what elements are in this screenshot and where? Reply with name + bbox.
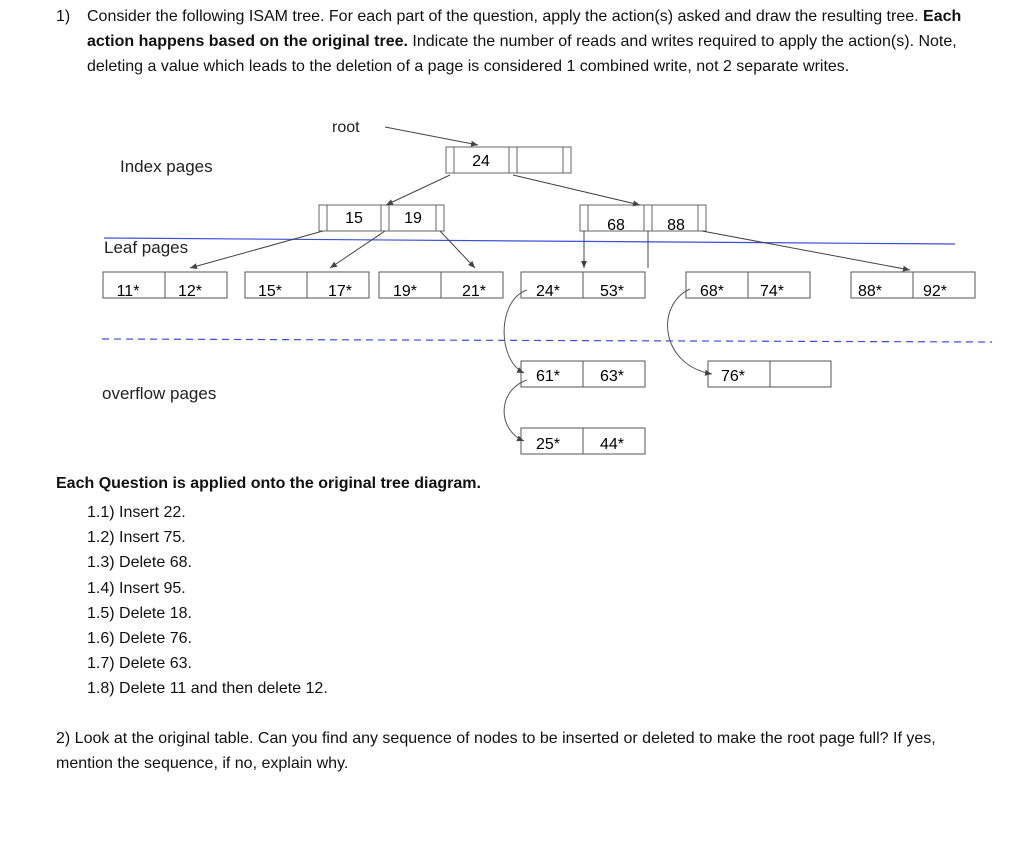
overflow-entry: 61*: [535, 368, 561, 385]
subquestion-item: 1.5) Delete 18.: [87, 604, 192, 622]
subquestion-item: 1.7) Delete 63.: [87, 655, 192, 673]
pointer-arrow: [702, 231, 910, 270]
leaf-page: [245, 272, 369, 300]
pointer-arrow: [190, 231, 323, 268]
overflow-entry: 63*: [599, 368, 625, 385]
leaf-page: [103, 272, 227, 300]
leaf-page: [686, 272, 810, 300]
index-pages-label: Index pages: [120, 157, 213, 176]
pointer-arrow: [386, 175, 450, 205]
leaf-entry: 53*: [599, 283, 625, 300]
leaf-entry: 11*: [116, 283, 140, 300]
question-1-intro: Consider the following ISAM tree. For each part of the question, apply the action(s) asked and draw the resulting tree.: [87, 8, 919, 25]
leaf-entry: 17*: [327, 283, 353, 300]
leaf-entry: 88*: [857, 283, 883, 300]
index-key: 88: [667, 217, 685, 234]
leaf-entry: 12*: [177, 283, 203, 300]
overflow-page: [708, 361, 831, 387]
subquestion-item: 1.4) Insert 95.: [87, 579, 186, 597]
question-1-rest: Indicate the number of reads and writes required to apply the action(s). Note, deleting a value which leads to the deletion of a page is considered 1 combined write, not 2 separate writes.: [87, 33, 957, 75]
leaf-entry: 21*: [461, 283, 487, 300]
overflow-entry: 76*: [720, 368, 746, 385]
root-pointer-arrow: [385, 127, 478, 145]
overflow-pages-label: overflow pages: [102, 384, 217, 403]
leaf-entry: 92*: [922, 283, 948, 300]
overflow-entry: 44*: [599, 436, 625, 453]
leaf-entry: 24*: [535, 283, 561, 300]
leaf-page: [379, 272, 503, 300]
root-key: 24: [472, 153, 490, 170]
subquestion-item: 1.3) Delete 68.: [87, 554, 192, 572]
overflow-entry: 25*: [535, 436, 561, 453]
pointer-arrow: [330, 231, 385, 268]
index-key: 19: [404, 210, 422, 227]
pointer-arrow: [440, 231, 475, 268]
overflow-page: [521, 361, 645, 387]
subquestions-list: [87, 500, 328, 702]
index-leaf-divider: [104, 238, 955, 244]
leaf-page: [851, 272, 975, 300]
overflow-pointer-arrow: [668, 289, 712, 374]
question-2: 2) Look at the original table. Can you find any sequence of nodes to be inserted or deleted to make the root page full? If yes, mention the sequence, if no, explain why.: [56, 730, 936, 772]
subquestion-item: 1.6) Delete 76.: [87, 630, 192, 648]
root-label: root: [332, 119, 360, 136]
subquestion-item: 1.2) Insert 75.: [87, 529, 186, 547]
subquestions-heading: Each Question is applied onto the original tree diagram.: [56, 475, 481, 492]
index-key: 68: [607, 217, 625, 234]
question-1-bold: Each action happens based on the original tree.: [87, 8, 962, 50]
leaf-entry: 68*: [699, 283, 725, 300]
leaf-entry: 74*: [759, 283, 785, 300]
leaf-overflow-divider: [102, 339, 992, 342]
root-node: [446, 147, 571, 173]
leaf-page: [521, 272, 645, 300]
subquestion-item: 1.1) Insert 22.: [87, 504, 186, 521]
pointer-arrow: [513, 175, 640, 205]
leaf-pages-label: Leaf pages: [104, 238, 189, 257]
question-1-number: 1): [56, 8, 71, 25]
leaf-entry: 15*: [257, 283, 283, 300]
index-node-right: [580, 205, 706, 234]
leaf-entry: 19*: [392, 283, 418, 300]
index-node-left: [319, 205, 444, 231]
index-key: 15: [345, 210, 363, 227]
subquestion-item: 1.8) Delete 11 and then delete 12.: [87, 680, 328, 698]
overflow-page: [521, 428, 645, 454]
